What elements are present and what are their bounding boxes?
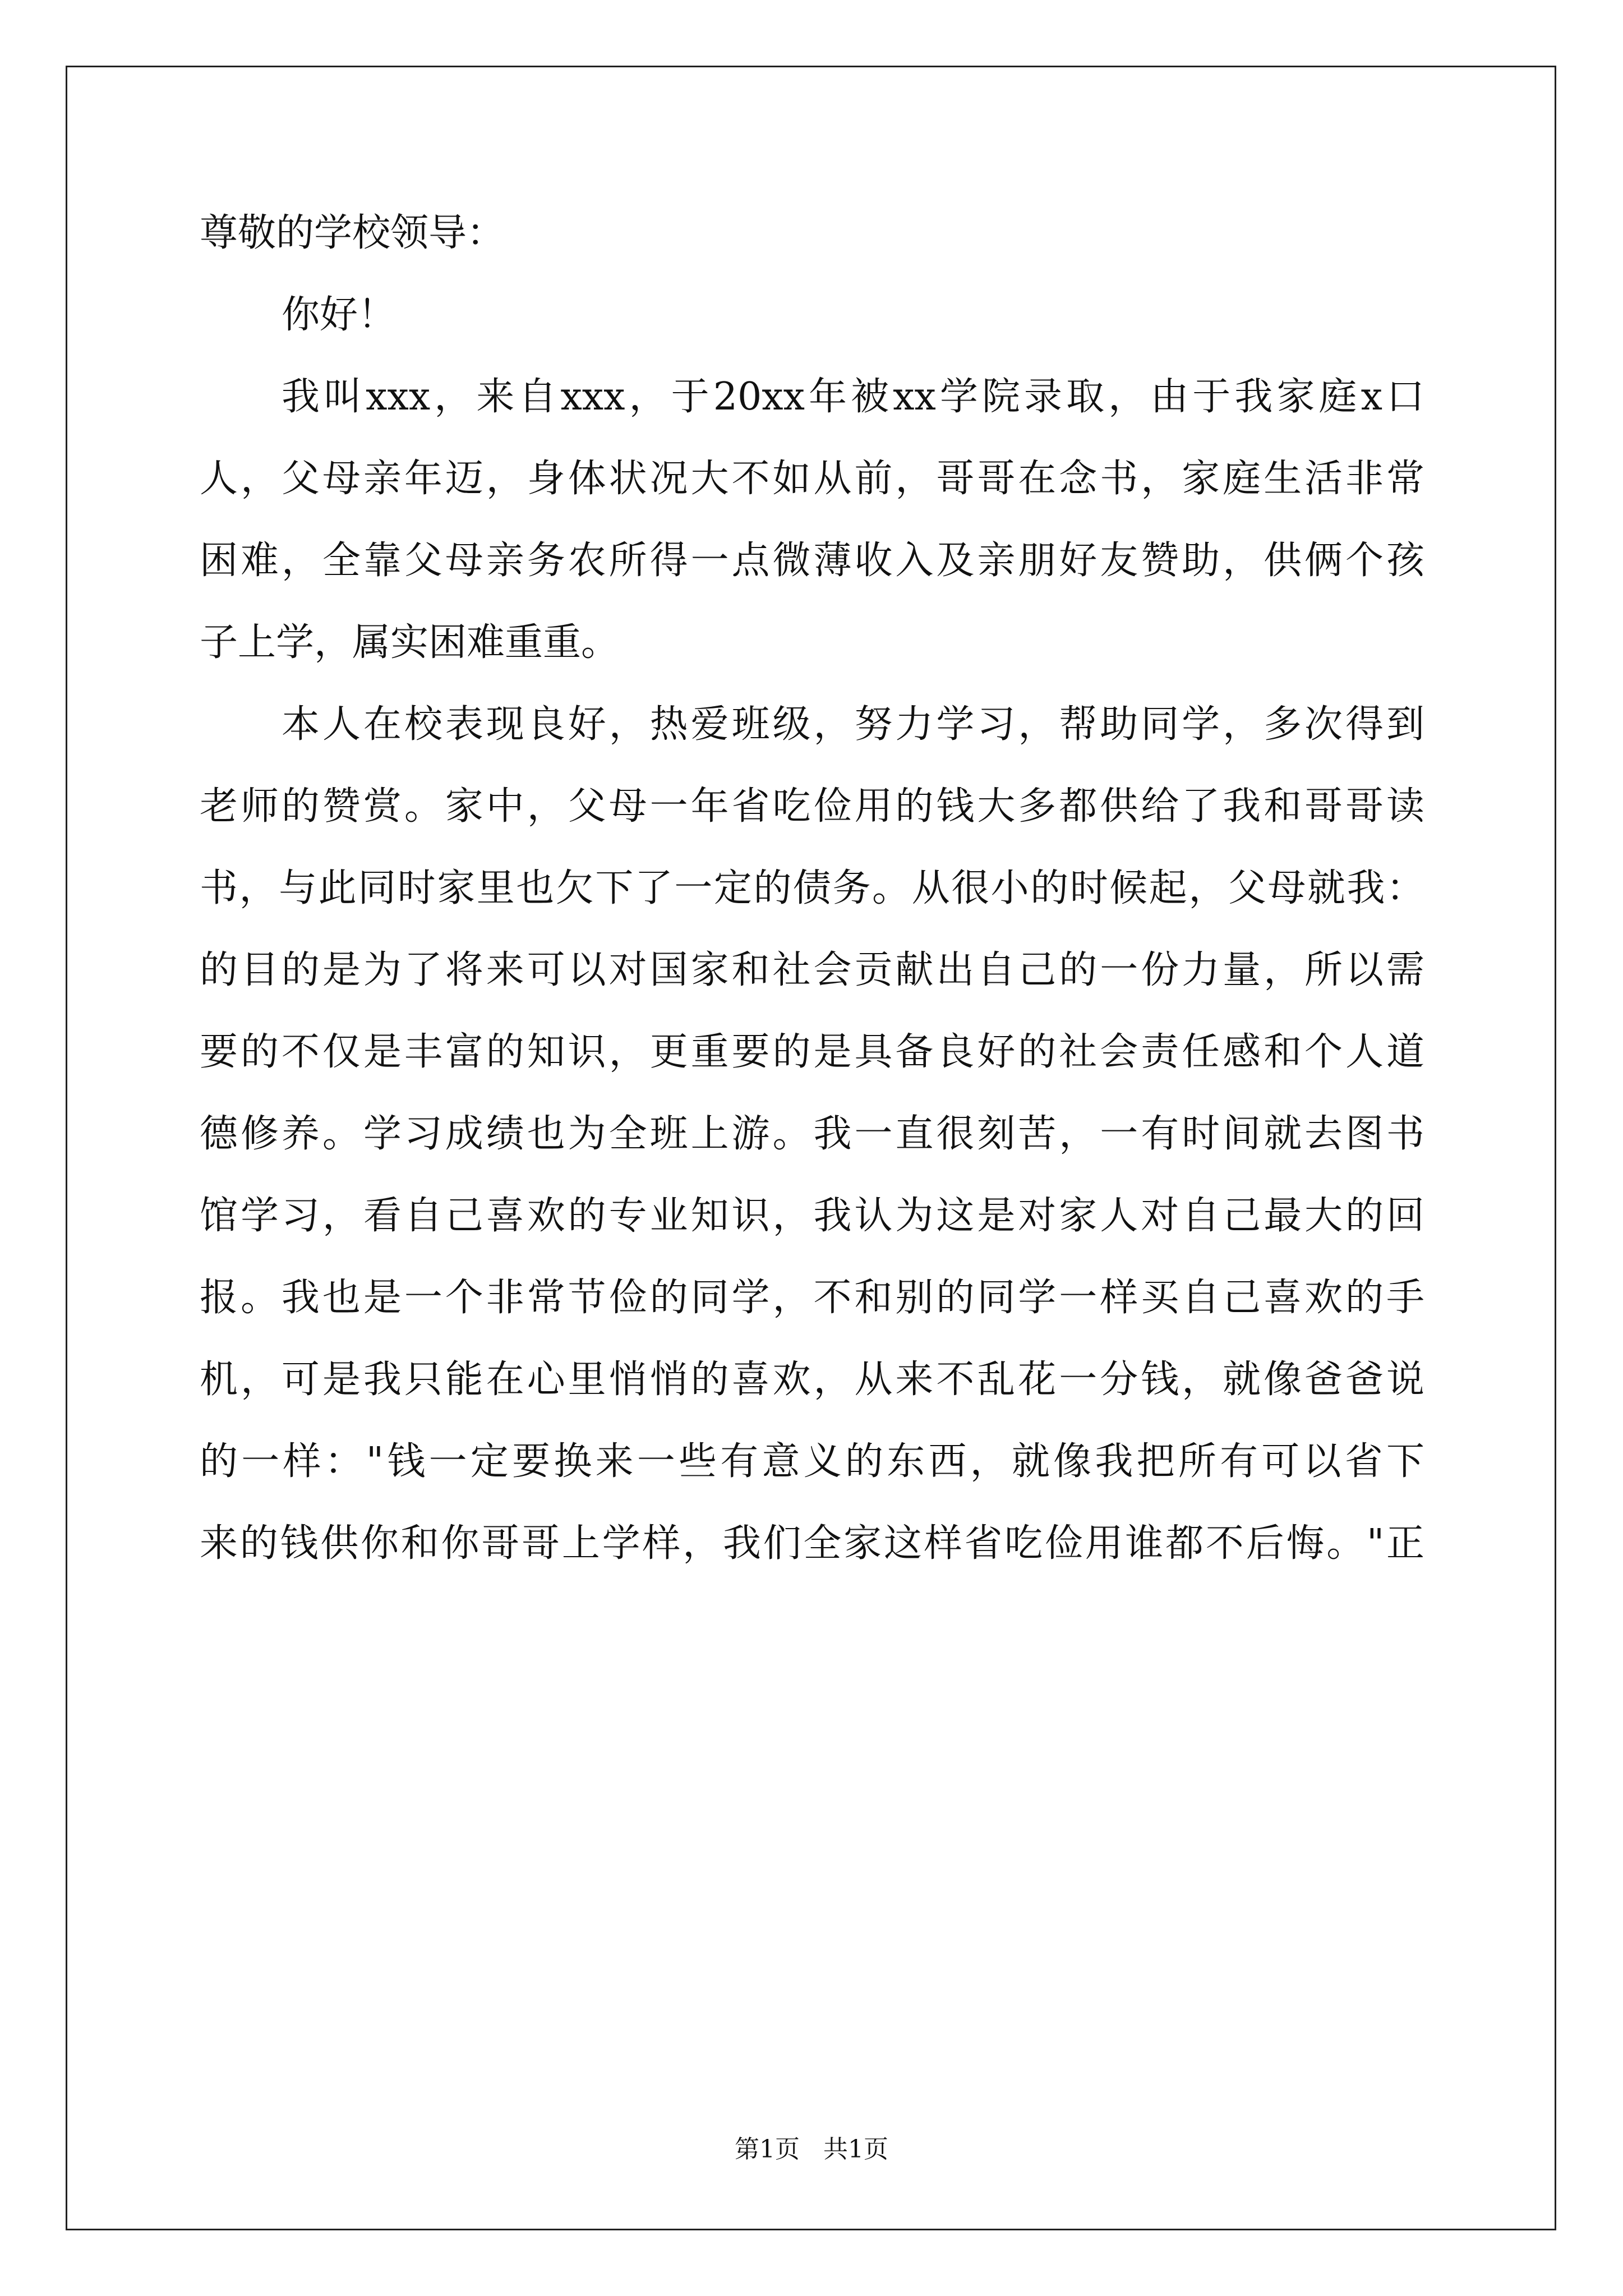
paragraph-line: 老师的赞赏。家中，父母一年省吃俭用的钱大多都供给了我和哥哥读: [200, 784, 1424, 829]
paragraph-line: 机，可是我只能在心里悄悄的喜欢，从来不乱花一分钱，就像爸爸说: [200, 1358, 1424, 1402]
paragraph-line: 德修养。学习成绩也为全班上游。我一直很刻苦，一有时间就去图书: [200, 1112, 1424, 1156]
paragraph-line: 我叫xxx，来自xxx，于20xx年被xx学院录取，由于我家庭x口: [282, 375, 1424, 419]
page-number: 第1页: [735, 2135, 800, 2164]
paragraph-line: 来的钱供你和你哥哥上学样，我们全家这样省吃俭用谁都不后悔。"正: [200, 1521, 1424, 1566]
paragraph-line: 子上学，属实困难重重。: [200, 620, 620, 665]
paragraph-line: 本人在校表现良好，热爱班级，努力学习，帮助同学，多次得到: [282, 702, 1424, 747]
page-footer: [0, 2133, 1623, 2166]
paragraph-line: 书，与此同时家里也欠下了一定的债务。从很小的时候起，父母就我：: [200, 866, 1424, 910]
paragraph-line: 馆学习，看自己喜欢的专业知识，我认为这是对家人对自己最大的回: [200, 1194, 1424, 1238]
greeting-line: 你好！: [282, 293, 396, 337]
paragraph-line: 的目的是为了将来可以对国家和社会贡献出自己的一份力量，所以需: [200, 948, 1424, 992]
paragraph-line: 要的不仅是丰富的知识，更重要的是具备良好的社会责任感和个人道: [200, 1030, 1424, 1074]
paragraph-line: 人，父母亲年迈，身体状况大不如从前，哥哥在念书，家庭生活非常: [200, 457, 1424, 501]
paragraph-line: 报。我也是一个非常节俭的同学，不和别的同学一样买自己喜欢的手: [200, 1276, 1424, 1320]
salutation: 尊敬的学校领导：: [200, 211, 505, 255]
paragraph-line: 的一样："钱一定要换来一些有意义的东西，就像我把所有可以省下: [200, 1439, 1424, 1484]
paragraph-line: 困难，全靠父母亲务农所得一点微薄收入及亲朋好友赞助，供俩个孩: [200, 539, 1424, 583]
page-total: 共1页: [823, 2135, 888, 2164]
